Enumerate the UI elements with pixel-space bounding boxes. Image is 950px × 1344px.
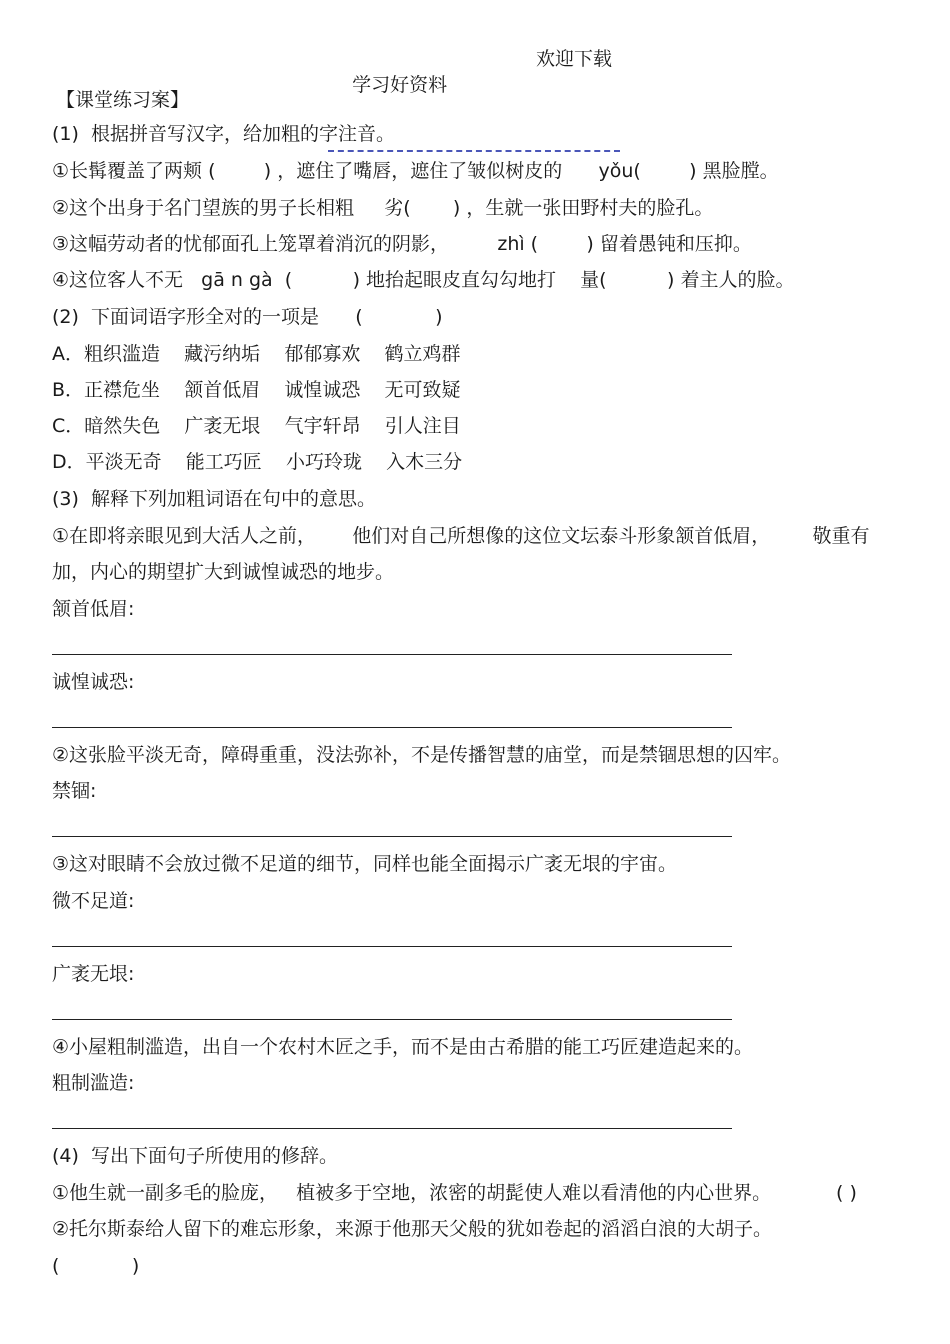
q1-item-3: ③这幅劳动者的忧郁面孔上笼罩着消沉的阴影， zhì ( ) 留着愚钝和压抑。 (52, 233, 752, 255)
q4-title: (4) 写出下面句子所使用的修辞。 (52, 1145, 338, 1167)
q1-item-4: ④这位客人不无 gā n gà ( ) 地抬起眼皮直勾勾地打 量( ) 着主人的脸。 (52, 269, 795, 291)
answer-line[interactable] (52, 727, 732, 728)
q1-title: (1) 根据拼音写汉字，给加粗的字注音。 (52, 123, 395, 145)
q2-option-a: A．粗织滥造 藏污纳垢 郁郁寡欢 鹤立鸡群 (52, 343, 461, 365)
q1-item-1: ①长髯覆盖了两颊 ( ) ，遮住了嘴唇，遮住了皱似树皮的 yǒu( ) 黑脸膛。 (52, 160, 779, 182)
q4-sentence-2: ②托尔斯泰给人留下的难忘形象，来源于他那天父般的犹如卷起的滔滔白浪的大胡子。 (52, 1218, 773, 1240)
answer-line[interactable] (52, 836, 732, 837)
q2-option-d: D．平淡无奇 能工巧匠 小巧玲珑 入木三分 (52, 451, 463, 473)
q3-word-4-label: 微不足道: (52, 890, 135, 912)
q1-item-2: ②这个出身于名门望族的男子长相粗 劣( ) ，生就一张田野村夫的脸孔。 (52, 197, 714, 219)
q3-sentence-1-line-1: ①在即将亲眼见到大活人之前， 他们对自己所想像的这位文坛泰斗形象颔首低眉， 敬重有 (52, 525, 870, 547)
q2-option-c: C．暗然失色 广袤无垠 气宇轩昂 引人注目 (52, 415, 461, 437)
answer-line[interactable] (52, 1128, 732, 1129)
answer-line[interactable] (52, 946, 732, 947)
header-right-text: 欢迎下载 (536, 48, 613, 70)
q3-sentence-2: ②这张脸平淡无奇，障碍重重，没法弥补，不是传播智慧的庙堂，而是禁锢思想的囚牢。 (52, 744, 792, 766)
q3-word-2-label: 诚惶诚恐: (52, 671, 135, 693)
q3-sentence-3: ③这对眼睛不会放过微不足道的细节，同样也能全面揭示广袤无垠的宇宙。 (52, 853, 678, 875)
header-left-text: 学习好资料 (352, 74, 448, 96)
q4-sentence-1: ①他生就一副多毛的脸庞， 植被多于空地，浓密的胡髭使人难以看清他的内心世界。 (52, 1182, 772, 1204)
section-title: 【课堂练习案】 (56, 89, 190, 111)
q4-sentence-2-answer-blank[interactable]: ( ) (52, 1255, 140, 1277)
q3-word-3-label: 禁锢: (52, 780, 97, 802)
q3-word-6-label: 粗制滥造: (52, 1072, 135, 1094)
q3-sentence-1-line-2: 加，内心的期望扩大到诚惶诚恐的地步。 (52, 561, 395, 583)
q3-sentence-4: ④小屋粗制滥造，出自一个农村木匠之手，而不是由古希腊的能工巧匠建造起来的。 (52, 1036, 754, 1058)
q3-word-5-label: 广袤无垠: (52, 963, 135, 985)
q4-sentence-1-answer-blank[interactable]: ( ) (836, 1182, 857, 1204)
q2-option-b: B．正襟危坐 颔首低眉 诚惶诚恐 无可致疑 (52, 379, 461, 401)
q3-title: (3) 解释下列加粗词语在句中的意思。 (52, 488, 376, 510)
answer-line[interactable] (52, 654, 732, 655)
q2-title: (2) 下面词语字形全对的一项是 ( ) (52, 306, 443, 328)
answer-line[interactable] (52, 1019, 732, 1020)
q3-word-1-label: 颔首低眉: (52, 598, 135, 620)
